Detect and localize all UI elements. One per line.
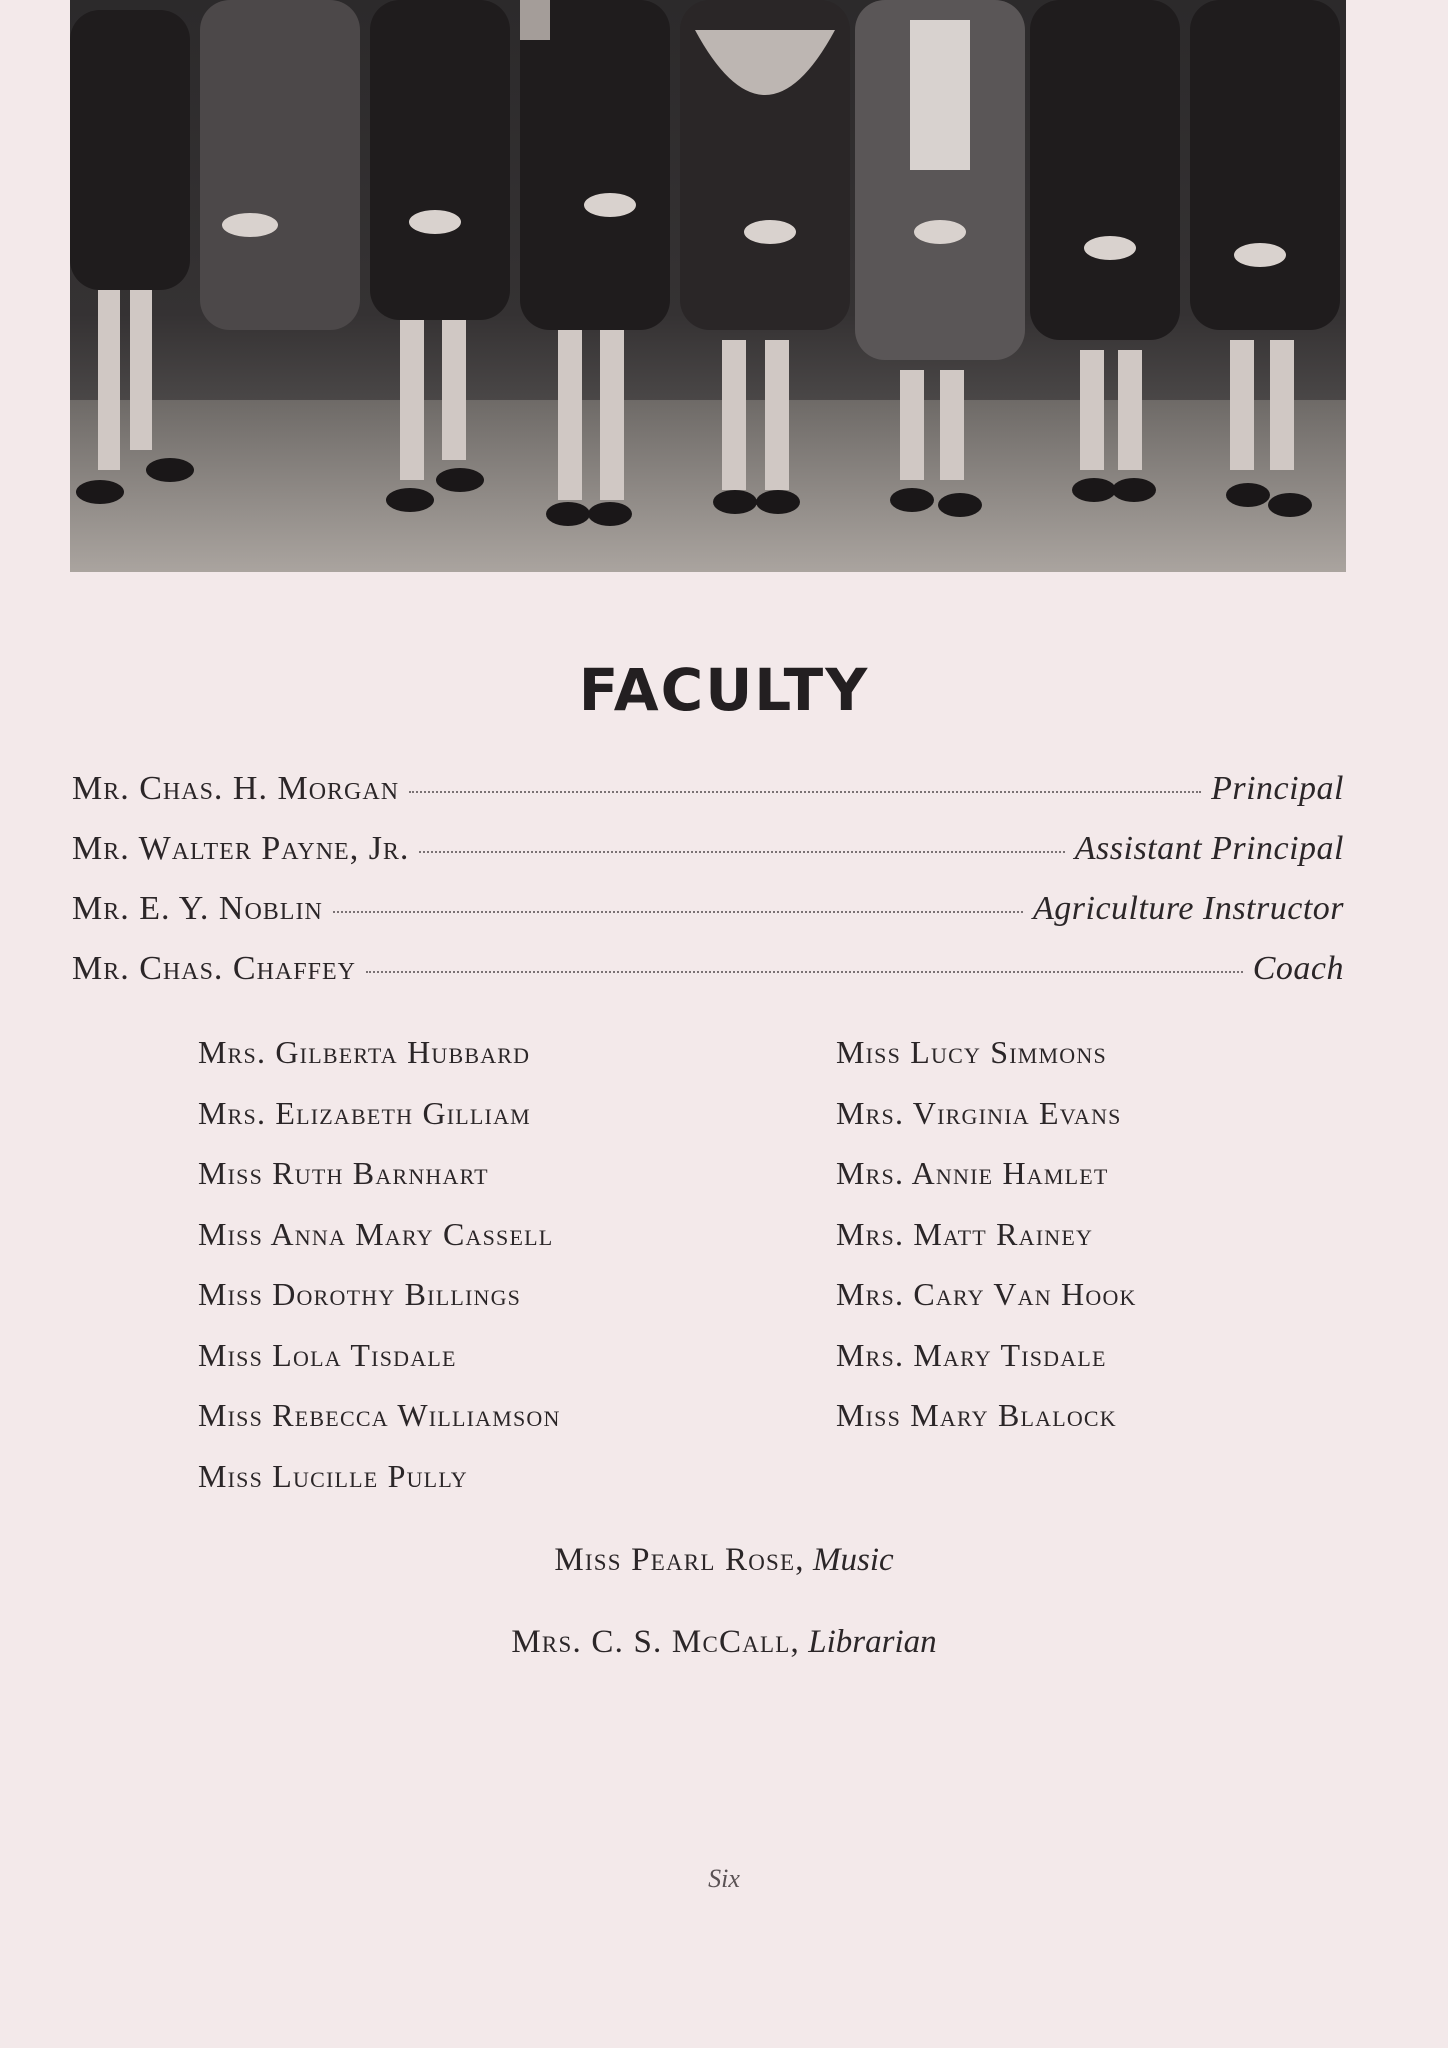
librarian [0, 1624, 1448, 1661]
officer-name: Mr. Walter Payne, Jr. [72, 830, 410, 867]
teacher-name: Mrs. Cary Van Hook [836, 1276, 1137, 1312]
page-title: FACULTY [578, 656, 870, 724]
teacher-name: Miss Lucille Pully [198, 1457, 468, 1494]
teacher-list-right [836, 1034, 1137, 1458]
librarian-role: Librarian [808, 1624, 937, 1660]
officer-row [72, 830, 1344, 890]
music-teacher [0, 1542, 1448, 1579]
faculty-photo-illustration [70, 0, 1346, 572]
teacher-name: Miss Rebecca Williamson [198, 1397, 561, 1433]
leader-dots [333, 911, 1023, 913]
teacher-name: Miss Mary Blalock [836, 1397, 1117, 1433]
leader-dots [366, 971, 1243, 973]
officer-role: Principal [1211, 770, 1344, 807]
teacher-name: Miss Dorothy Billings [198, 1276, 522, 1312]
officer-name: Mr. Chas. H. Morgan [72, 770, 400, 807]
officer-role: Assistant Principal [1074, 830, 1344, 867]
officer-name: Mr. Chas. Chaffey [72, 950, 356, 987]
officer-row [72, 890, 1344, 950]
officer-role: Agriculture Instructor [1033, 890, 1344, 927]
page-number: Six [708, 1864, 740, 1893]
teacher-name: Mrs. Elizabeth Gilliam [198, 1094, 531, 1131]
leader-dots [409, 791, 1201, 793]
teacher-name: Miss Anna Mary Cassell [198, 1215, 554, 1252]
teacher-name: Miss Ruth Barnhart [198, 1155, 489, 1191]
officer-row [72, 770, 1344, 830]
music-teacher-name: Miss Pearl Rose, [554, 1542, 805, 1578]
teacher-name: Mrs. Annie Hamlet [836, 1155, 1109, 1191]
teacher-name: Mrs. Virginia Evans [836, 1094, 1122, 1131]
faculty-photograph [70, 0, 1346, 572]
leader-dots [419, 851, 1064, 853]
teacher-name: Miss Lucy Simmons [836, 1034, 1107, 1070]
teacher-list-left [198, 1034, 561, 1518]
librarian-name: Mrs. C. S. McCall, [511, 1624, 800, 1660]
officer-list [72, 770, 1344, 1010]
teacher-name: Miss Lola Tisdale [198, 1336, 457, 1373]
officer-name: Mr. E. Y. Noblin [72, 890, 323, 927]
officer-role: Coach [1252, 950, 1344, 987]
teacher-name: Mrs. Gilberta Hubbard [198, 1034, 531, 1070]
teacher-name: Mrs. Mary Tisdale [836, 1336, 1107, 1373]
music-teacher-role: Music [813, 1542, 894, 1578]
officer-row [72, 950, 1344, 1010]
teacher-name: Mrs. Matt Rainey [836, 1215, 1094, 1252]
